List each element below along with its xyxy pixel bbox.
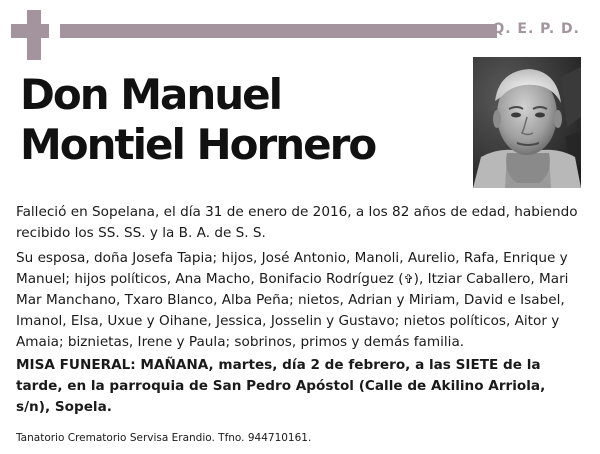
family-text-end: ), Itziar Caballero, Mari Mar Manchano, Txaro Blanco, Alba Peña; nietos, Adrian y Miriam, David e Isabel, Imanol, Elsa, Uxue y Oihane, Jessica, Josselin y Gustavo; nietos políticos, Aitor y Amaia; biznietas, Irene y Paula; sobrinos, primos y demás familia. bbox=[16, 271, 569, 350]
deceased-portrait bbox=[473, 57, 581, 188]
cross-horizontal-bar bbox=[11, 24, 49, 38]
header-rule bbox=[60, 24, 497, 38]
portrait-image bbox=[473, 57, 581, 188]
family-text-start: Su esposa, doña Josefa Tapia; hijos, José Antonio, Manoli, Aurelio, Rafa, Enrique y Manuel; hijos políticos, Ana Macho, Bonifacio Rodríguez ( bbox=[16, 250, 568, 287]
funeral-home-footer: Tanatorio Crematorio Servisa Erandio. Tfno. 944710161. bbox=[16, 432, 312, 444]
funeral-mass-paragraph: MISA FUNERAL: MAÑANA, martes, día 2 de febrero, a las SIETE de la tarde, en la parroquia de San Pedro Apóstol (Calle de Akilino Arriola, s/n), Sopela. bbox=[16, 357, 546, 415]
deceased-name bbox=[20, 70, 460, 170]
deceased-name-line1: Don Manuel bbox=[20, 70, 282, 119]
qepd-heading: Q. E. P. D. bbox=[492, 21, 580, 37]
family-paragraph bbox=[16, 248, 584, 353]
obituary-body bbox=[16, 202, 584, 418]
death-notice-paragraph: Falleció en Sopelana, el día 31 de enero de 2016, a los 82 años de edad, habiendo recibido los SS. SS. y la B. A. de S. S. bbox=[16, 204, 578, 241]
deceased-name-line2: Montiel Hornero bbox=[20, 120, 376, 169]
deceased-cross-symbol: ✞ bbox=[403, 272, 414, 286]
